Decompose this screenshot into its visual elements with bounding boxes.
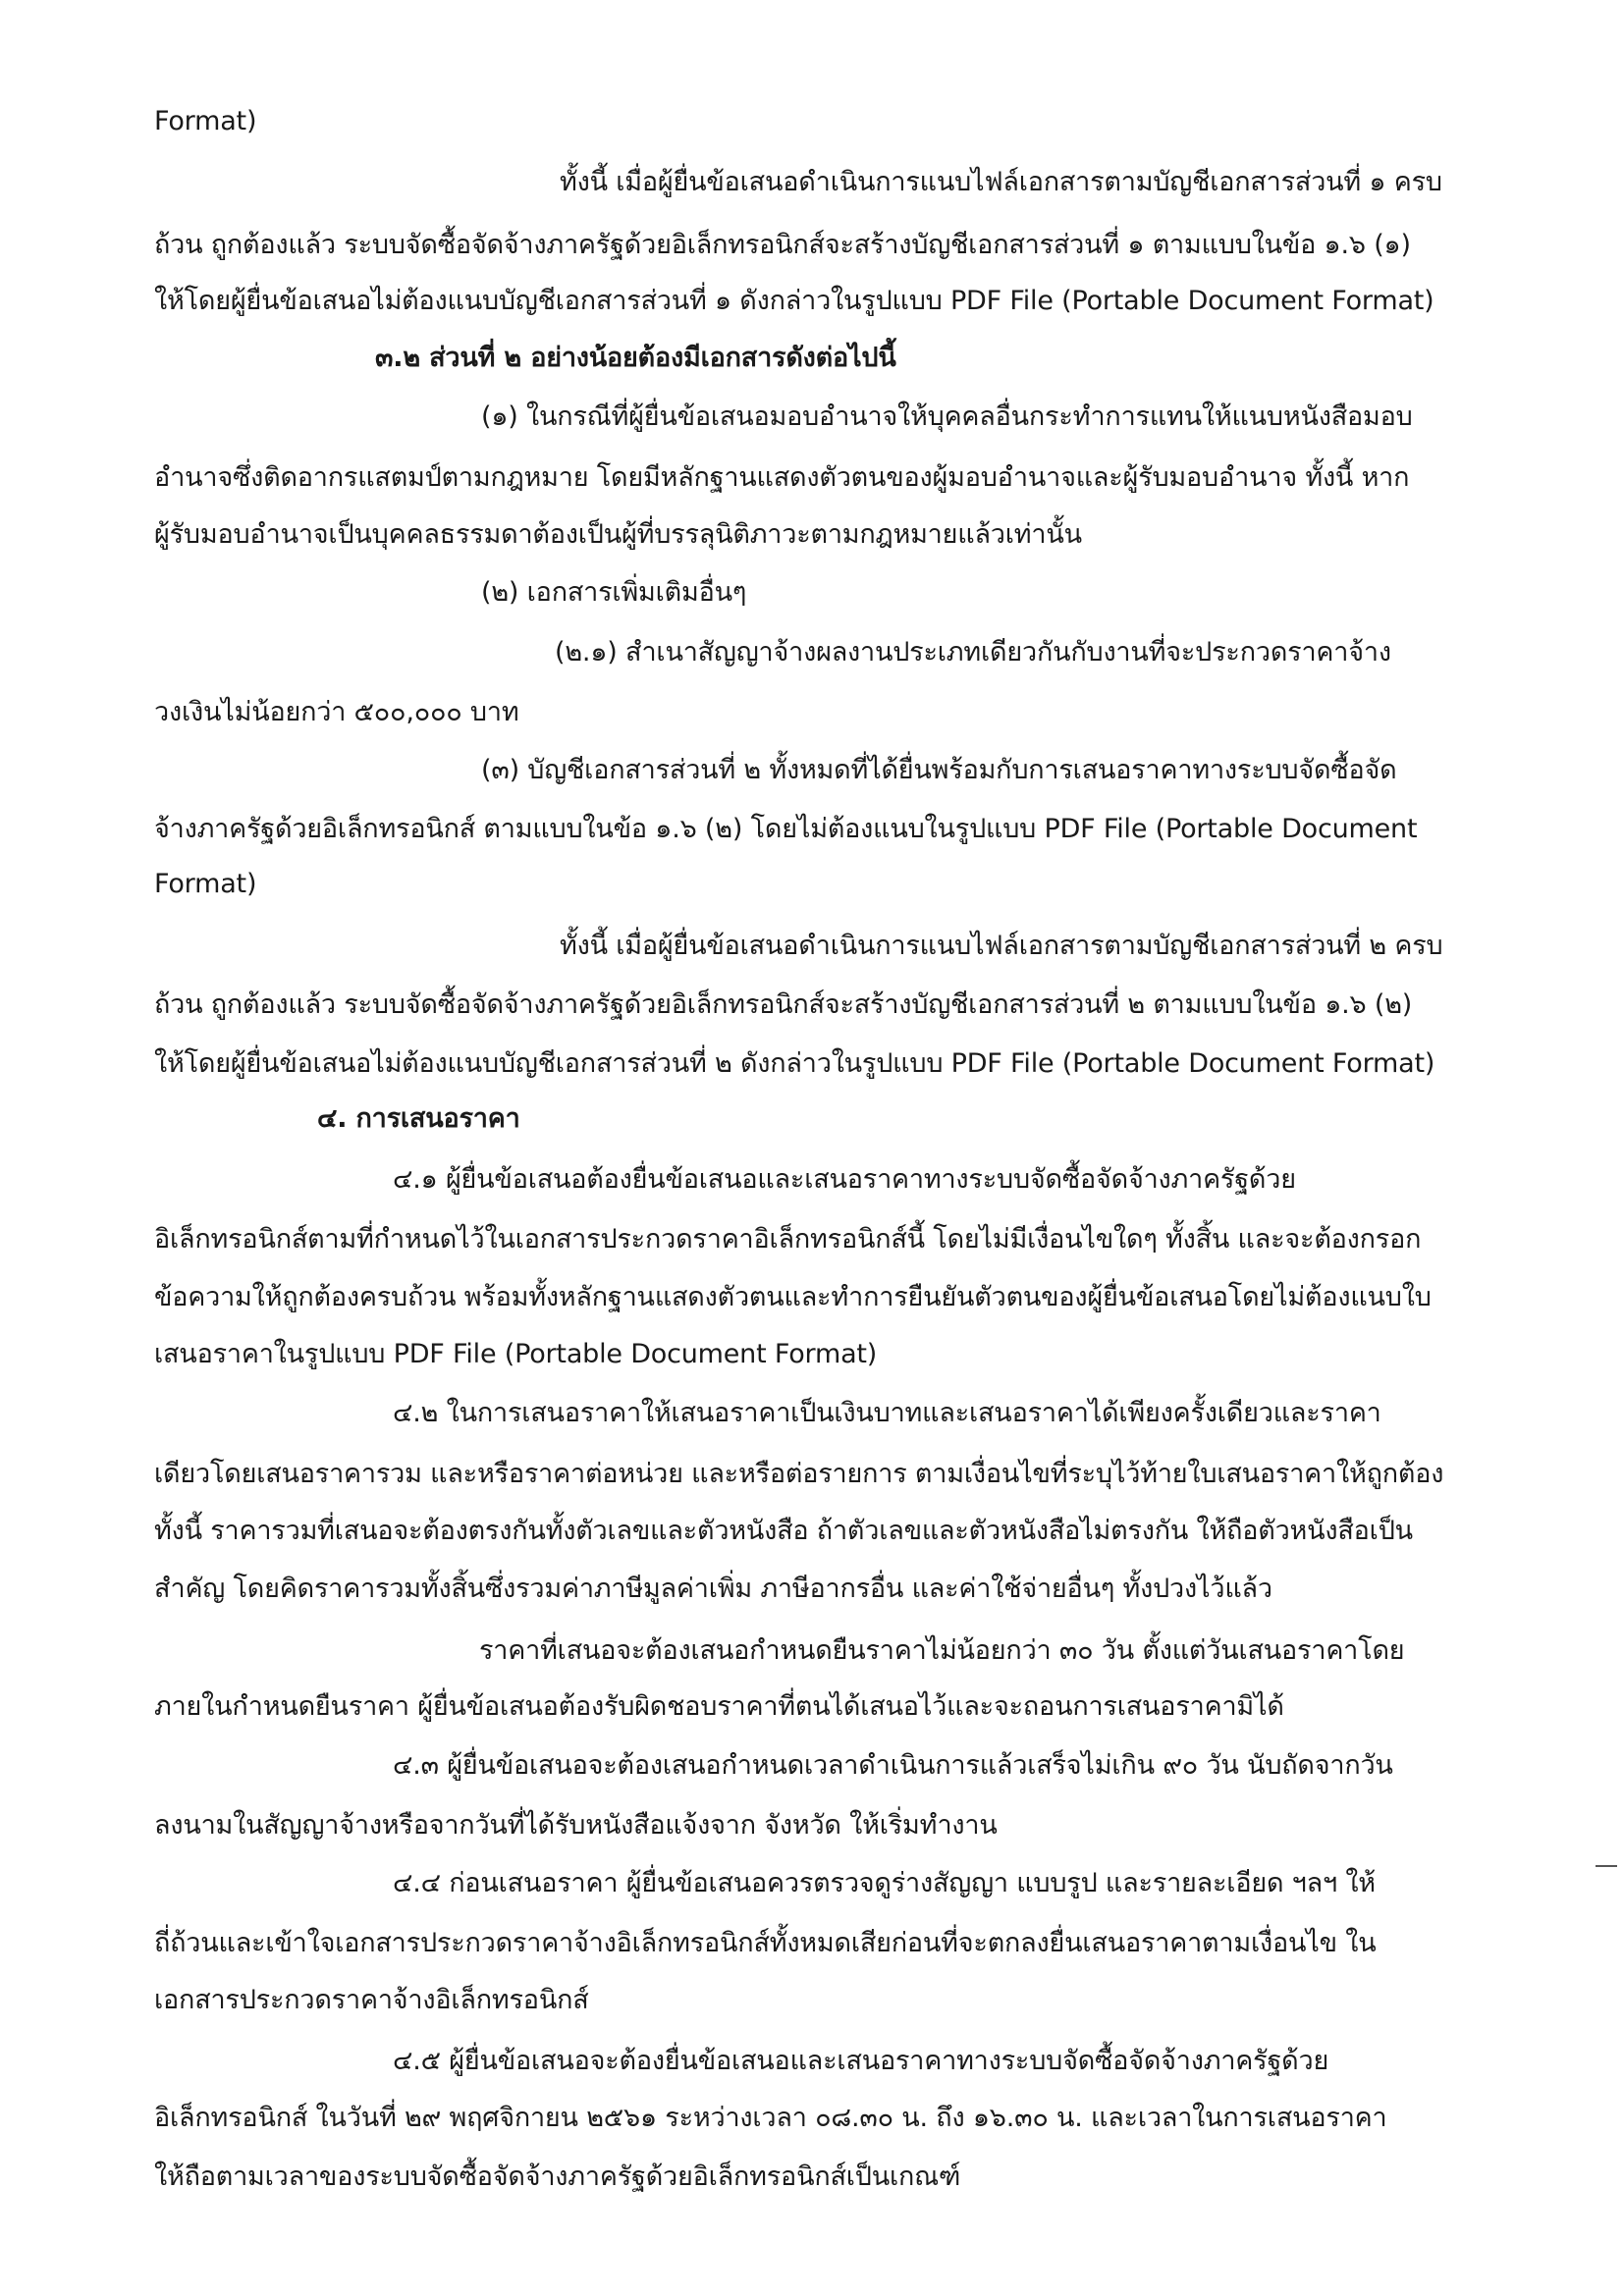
text-line: ลงนามในสัญญาจ้างหรือจากวันที่ได้รับหนังสือแจ้งจาก จังหวัด ให้เริ่มทำงาน xyxy=(154,1810,998,1841)
section-heading: ๓.๒ ส่วนที่ ๒ อย่างน้อยต้องมีเอกสารดังต่อไปนี้ xyxy=(375,343,896,373)
text-line: ราคาที่เสนอจะต้องเสนอกำหนดยืนราคาไม่น้อยกว่า ๓๐ วัน ตั้งแต่วันเสนอราคาโดย xyxy=(479,1635,1405,1666)
text-line: อิเล็กทรอนิกส์ ในวันที่ ๒๙ พฤศจิกายน ๒๕๖๑ ระหว่างเวลา ๐๘.๓๐ น. ถึง ๑๖.๓๐ น. และเวลาในการเสนอราคา xyxy=(154,2103,1387,2133)
text-line: อำนาจซึ่งติดอากรแสตมป์ตามกฎหมาย โดยมีหลักฐานแสดงตัวตนของผู้มอบอำนาจและผู้รับมอบอำนาจ ทั้งนี้ หาก xyxy=(154,462,1410,493)
text-line: เดียวโดยเสนอราคารวม และหรือราคาต่อหน่วย และหรือต่อรายการ ตามเงื่อนไขที่ระบุไว้ท้ายใบเสนอราคาให้ถูกต้อง xyxy=(154,1459,1444,1489)
text-line: จ้างภาครัฐด้วยอิเล็กทรอนิกส์ ตามแบบในข้อ ๑.๖ (๒) โดยไม่ต้องแนบในรูปแบบ PDF File (Portable Document xyxy=(154,814,1418,844)
text-line: Format) xyxy=(154,106,257,136)
text-line: ทั้งนี้ ราคารวมที่เสนอจะต้องตรงกันทั้งตัวเลขและตัวหนังสือ ถ้าตัวเลขและตัวหนังสือไม่ตรงกัน ให้ถือตัวหนังสือเป็น xyxy=(154,1516,1413,1546)
section-heading: ๔. การเสนอราคา xyxy=(317,1103,520,1134)
text-line: อิเล็กทรอนิกส์ตามที่กำหนดไว้ในเอกสารประกวดราคาอิเล็กทรอนิกส์นี้ โดยไม่มีเงื่อนไขใดๆ ทั้งสิ้น และจะต้องกรอก xyxy=(154,1224,1422,1255)
text-line: ทั้งนี้ เมื่อผู้ยื่นข้อเสนอดำเนินการแนบไฟล์เอกสารตามบัญชีเอกสารส่วนที่ ๒ ครบ xyxy=(560,931,1443,961)
text-line: (๓) บัญชีเอกสารส่วนที่ ๒ ทั้งหมดที่ได้ยื่นพร้อมกับการเสนอราคาทางระบบจัดซื้อจัด xyxy=(481,755,1397,785)
text-line: ถ้วน ถูกต้องแล้ว ระบบจัดซื้อจัดจ้างภาครัฐด้วยอิเล็กทรอนิกส์จะสร้างบัญชีเอกสารส่วนที่ ๒ ตามแบบในข้อ ๑.๖ (๒) xyxy=(154,989,1413,1020)
text-line: วงเงินไม่น้อยกว่า ๕๐๐,๐๐๐ บาท xyxy=(154,697,519,727)
text-line: ให้โดยผู้ยื่นข้อเสนอไม่ต้องแนบบัญชีเอกสารส่วนที่ ๑ ดังกล่าวในรูปแบบ PDF File (Portable Document Format) xyxy=(154,286,1434,316)
text-line: สำคัญ โดยคิดราคารวมทั้งสิ้นซึ่งรวมค่าภาษีมูลค่าเพิ่ม ภาษีอากรอื่น และค่าใช้จ่ายอื่นๆ ทั้งปวงไว้แล้ว xyxy=(154,1574,1272,1604)
text-line: ภายในกำหนดยืนราคา ผู้ยื่นข้อเสนอต้องรับผิดชอบราคาที่ตนได้เสนอไว้และจะถอนการเสนอราคามิได้ xyxy=(154,1691,1284,1722)
text-line: ให้โดยผู้ยื่นข้อเสนอไม่ต้องแนบบัญชีเอกสารส่วนที่ ๒ ดังกล่าวในรูปแบบ PDF File (Portable Document Format) xyxy=(154,1048,1435,1079)
text-line: (๑) ในกรณีที่ผู้ยื่นข้อเสนอมอบอำนาจให้บุคคลอื่นกระทำการแทนให้แนบหนังสือมอบ xyxy=(481,401,1413,432)
text-line: ถี่ถ้วนและเข้าใจเอกสารประกวดราคาจ้างอิเล็กทรอนิกส์ทั้งหมดเสียก่อนที่จะตกลงยื่นเสนอราคาตามเงื่อนไข ใน xyxy=(154,1928,1377,1958)
margin-mark xyxy=(1596,1865,1617,1867)
text-line: ถ้วน ถูกต้องแล้ว ระบบจัดซื้อจัดจ้างภาครัฐด้วยอิเล็กทรอนิกส์จะสร้างบัญชีเอกสารส่วนที่ ๑ ตามแบบในข้อ ๑.๖ (๑) xyxy=(154,230,1411,260)
text-line: ให้ถือตามเวลาของระบบจัดซื้อจัดจ้างภาครัฐด้วยอิเล็กทรอนิกส์เป็นเกณฑ์ xyxy=(154,2162,961,2192)
text-line: (๒) เอกสารเพิ่มเติมอื่นๆ xyxy=(481,577,747,608)
text-line: เอกสารประกวดราคาจ้างอิเล็กทรอนิกส์ xyxy=(154,1985,589,2015)
text-line: (๒.๑) สำเนาสัญญาจ้างผลงานประเภทเดียวกันกับงานที่จะประกวดราคาจ้าง xyxy=(555,637,1391,667)
text-line: ๔.๓ ผู้ยื่นข้อเสนอจะต้องเสนอกำหนดเวลาดำเนินการแล้วเสร็จไม่เกิน ๙๐ วัน นับถัดจากวัน xyxy=(393,1750,1393,1781)
text-line: ๔.๑ ผู้ยื่นข้อเสนอต้องยื่นข้อเสนอและเสนอราคาทางระบบจัดซื้อจัดจ้างภาครัฐด้วย xyxy=(393,1164,1296,1195)
text-line: ๔.๔ ก่อนเสนอราคา ผู้ยื่นข้อเสนอควรตรวจดูร่างสัญญา แบบรูป และรายละเอียด ฯลฯ ให้ xyxy=(393,1868,1376,1898)
text-line: ๔.๒ ในการเสนอราคาให้เสนอราคาเป็นเงินบาทและเสนอราคาได้เพียงครั้งเดียวและราคา xyxy=(393,1398,1381,1428)
text-line: ข้อความให้ถูกต้องครบถ้วน พร้อมทั้งหลักฐานแสดงตัวตนและทำการยืนยันตัวตนของผู้ยื่นข้อเสนอโดยไม่ต้องแนบใบ xyxy=(154,1282,1432,1312)
text-line: ผู้รับมอบอำนาจเป็นบุคคลธรรมดาต้องเป็นผู้ที่บรรลุนิติภาวะตามกฎหมายแล้วเท่านั้น xyxy=(154,519,1082,550)
text-line: เสนอราคาในรูปแบบ PDF File (Portable Document Format) xyxy=(154,1339,878,1369)
text-line: ทั้งนี้ เมื่อผู้ยื่นข้อเสนอดำเนินการแนบไฟล์เอกสารตามบัญชีเอกสารส่วนที่ ๑ ครบ xyxy=(560,167,1442,197)
text-line: Format) xyxy=(154,869,257,899)
text-line: ๔.๕ ผู้ยื่นข้อเสนอจะต้องยื่นข้อเสนอและเสนอราคาทางระบบจัดซื้อจัดจ้างภาครัฐด้วย xyxy=(393,2046,1329,2076)
